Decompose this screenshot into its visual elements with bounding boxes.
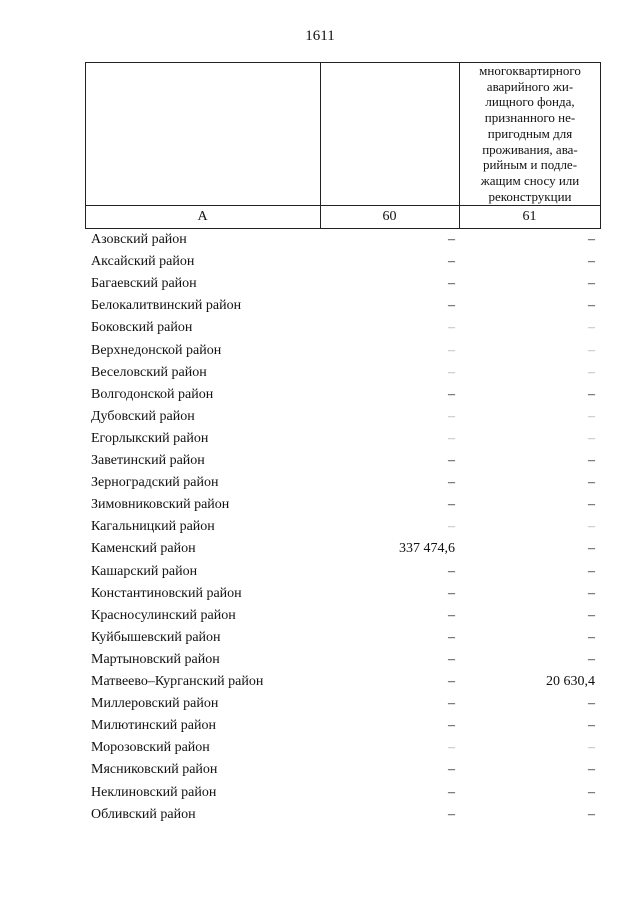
table-row	[0, 583, 640, 605]
value-col-60: –	[448, 453, 455, 468]
value-col-61: –	[588, 364, 595, 380]
value-col-60: –	[448, 342, 455, 358]
table-row	[0, 384, 640, 406]
header-text-line: рийным и подле-	[482, 157, 578, 173]
value-col-60: –	[448, 475, 455, 491]
value-col-60: –	[448, 718, 455, 734]
header-text-line: проживания, ава-	[482, 141, 578, 157]
district-name: Азовский район	[91, 232, 187, 247]
table-row	[0, 605, 640, 627]
value-col-61: –	[588, 232, 595, 247]
value-col-60: –	[448, 651, 455, 667]
value-col-60: –	[448, 806, 455, 822]
table-row	[0, 782, 640, 804]
table-row	[0, 472, 640, 494]
value-col-60: –	[448, 320, 455, 336]
district-name: Неклиновский район	[91, 784, 217, 800]
value-col-61: –	[588, 718, 595, 734]
value-col-60: 337 474,6	[399, 541, 455, 557]
table-row	[0, 538, 640, 560]
district-name: Верхнедонской район	[91, 342, 222, 358]
value-col-61: –	[588, 740, 595, 756]
table-row	[0, 693, 640, 715]
table-row	[0, 715, 640, 737]
district-name: Матвеево–Курганский район	[91, 674, 264, 689]
district-name: Зерноградский район	[91, 475, 219, 491]
district-name: Егорлыкский район	[91, 430, 209, 446]
value-col-61: –	[588, 651, 595, 667]
value-col-60: –	[448, 364, 455, 380]
table-row	[0, 759, 640, 781]
table-row	[0, 340, 640, 362]
value-col-60: –	[448, 740, 455, 756]
value-col-61: –	[588, 563, 595, 579]
value-col-61: –	[588, 519, 595, 535]
district-name: Красносулинский район	[91, 607, 236, 623]
value-col-61: –	[588, 408, 595, 424]
table-row	[0, 450, 640, 472]
district-name: Обливский район	[91, 806, 196, 822]
value-col-60: –	[448, 430, 455, 446]
table-row	[0, 737, 640, 759]
table-row	[0, 273, 640, 295]
district-name: Милютинский район	[91, 718, 217, 734]
header-text-line: аварийного жи-	[486, 78, 574, 94]
value-col-60: –	[448, 519, 455, 535]
value-col-61: –	[588, 696, 595, 712]
header-text-line: реконструкции	[488, 188, 572, 204]
district-name: Мясниковский район	[91, 762, 218, 778]
value-col-61: –	[588, 254, 595, 270]
district-name: Куйбышевский район	[91, 629, 221, 645]
district-name: Зимовниковский район	[91, 497, 230, 513]
table-row	[0, 428, 640, 450]
district-name: Боковский район	[91, 320, 193, 336]
value-col-60: –	[448, 408, 455, 424]
table-row	[0, 516, 640, 538]
column-label-a: А	[197, 209, 208, 224]
district-name: Кагальницкий район	[91, 519, 215, 535]
value-col-61: –	[588, 320, 595, 336]
table-row	[0, 561, 640, 583]
district-name: Мартыновский район	[91, 651, 220, 667]
district-name: Морозовский район	[91, 740, 210, 756]
value-col-61: 20 630,4	[546, 674, 595, 689]
table-row	[0, 317, 640, 339]
table-row	[0, 649, 640, 671]
value-col-60: –	[448, 762, 455, 778]
header-text-line: признанного не-	[484, 110, 576, 126]
value-col-60: –	[448, 298, 455, 314]
value-col-60: –	[448, 784, 455, 800]
page-number: 1611	[305, 28, 335, 44]
table-row	[0, 671, 640, 693]
column-label-60: 60	[382, 209, 397, 224]
column-label-61: 61	[522, 209, 537, 224]
value-col-60: –	[448, 386, 455, 402]
header-col-border	[600, 62, 601, 228]
header-text-line: жащим сносу или	[480, 172, 580, 188]
value-col-61: –	[588, 475, 595, 491]
value-col-61: –	[588, 386, 595, 402]
district-name: Аксайский район	[91, 254, 195, 270]
value-col-60: –	[448, 585, 455, 601]
header-col-border	[85, 62, 86, 228]
value-col-60: –	[448, 674, 455, 689]
value-col-60: –	[448, 629, 455, 645]
header-text-line: лищного фонда,	[485, 94, 575, 110]
value-col-60: –	[448, 563, 455, 579]
district-name: Веселовский район	[91, 364, 207, 380]
value-col-60: –	[448, 497, 455, 513]
table-row	[0, 494, 640, 516]
value-col-61: –	[588, 276, 595, 292]
value-col-60: –	[448, 232, 455, 247]
district-name: Миллеровский район	[91, 696, 219, 712]
district-name: Заветинский район	[91, 453, 205, 468]
header-text-line: пригодным для	[487, 125, 573, 141]
value-col-61: –	[588, 629, 595, 645]
table-row	[0, 295, 640, 317]
value-col-61: –	[588, 607, 595, 623]
district-name: Кашарский район	[91, 563, 198, 579]
district-name: Дубовский район	[91, 408, 195, 424]
column-61-header-text	[461, 63, 599, 204]
value-col-61: –	[588, 430, 595, 446]
value-col-61: –	[588, 342, 595, 358]
header-divider	[85, 205, 601, 206]
value-col-61: –	[588, 806, 595, 822]
value-col-60: –	[448, 254, 455, 270]
value-col-61: –	[588, 497, 595, 513]
table-row	[0, 229, 640, 251]
table-row	[0, 251, 640, 273]
value-col-61: –	[588, 453, 595, 468]
header-col-border	[320, 62, 321, 228]
value-col-60: –	[448, 696, 455, 712]
value-col-61: –	[588, 298, 595, 314]
table-row	[0, 406, 640, 428]
header-text-line: многоквартирного	[479, 63, 581, 78]
table-row	[0, 362, 640, 384]
value-col-61: –	[588, 762, 595, 778]
table-header	[85, 62, 601, 228]
header-col-border	[459, 62, 460, 228]
value-col-61: –	[588, 784, 595, 800]
district-name: Константиновский район	[91, 585, 242, 601]
table-row	[0, 804, 640, 826]
district-name: Волгодонской район	[91, 386, 214, 402]
value-col-60: –	[448, 607, 455, 623]
value-col-61: –	[588, 585, 595, 601]
district-name: Багаевский район	[91, 276, 197, 292]
table-row	[0, 627, 640, 649]
district-name: Белокалитвинский район	[91, 298, 242, 314]
district-name: Каменский район	[91, 541, 196, 557]
value-col-60: –	[448, 276, 455, 292]
value-col-61: –	[588, 541, 595, 557]
